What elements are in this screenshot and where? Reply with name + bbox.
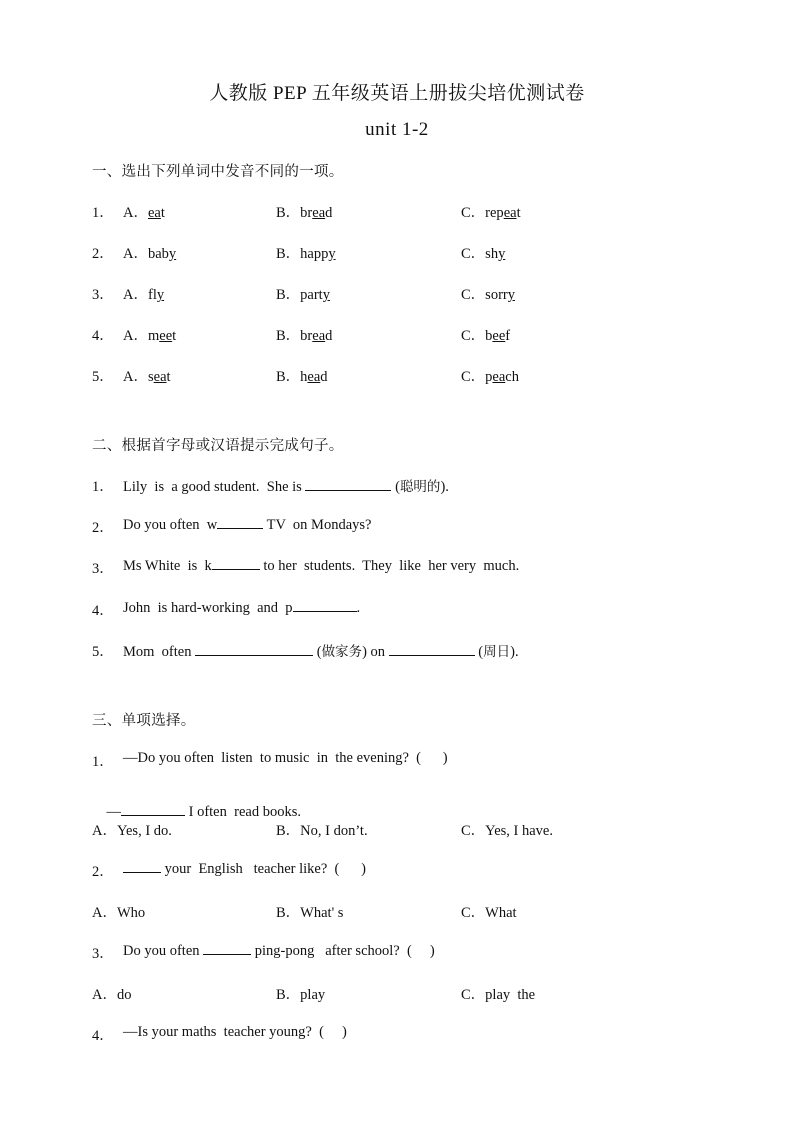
option-text: A． <box>123 246 148 262</box>
option-text: t <box>172 328 177 344</box>
answer-blank[interactable] <box>212 557 260 570</box>
option-text: d <box>325 205 333 221</box>
underlined-letters: ea <box>312 205 326 221</box>
option-b[interactable] <box>276 324 332 345</box>
option-a[interactable]: A．Yes, I do. <box>92 823 172 839</box>
option-text: A． <box>123 287 148 303</box>
option-a[interactable] <box>123 201 165 222</box>
s3-question-2: 2． your English teacher like? ( ) <box>92 861 366 880</box>
underlined-letters: y <box>328 246 336 262</box>
option-c[interactable] <box>461 365 519 386</box>
option-c[interactable] <box>461 324 510 345</box>
option-c[interactable] <box>461 201 521 222</box>
s2-question-5: 5． Mom often (做家务) on (周日). <box>92 644 519 660</box>
option-a[interactable]: A．Who <box>92 905 146 921</box>
option-text: B． <box>276 246 301 262</box>
option-text: m <box>147 328 160 344</box>
option-text: t <box>160 205 165 221</box>
option-text: C． <box>461 287 486 303</box>
option-b[interactable] <box>276 365 328 386</box>
page-subtitle: unit 1-2 <box>365 119 429 140</box>
underlined-letters: ea <box>312 328 326 344</box>
option-text: rep <box>485 205 504 221</box>
option-b[interactable] <box>276 283 330 304</box>
option-a[interactable] <box>123 283 164 304</box>
question-number: 2． <box>92 246 114 262</box>
option-a[interactable] <box>123 365 171 386</box>
option-text: B． <box>276 205 301 221</box>
option-c[interactable]: C．Yes, I have. <box>461 823 553 839</box>
option-a[interactable] <box>123 242 176 263</box>
section3-heading: 三、单项选择。 <box>92 713 196 729</box>
option-text: p <box>485 369 493 385</box>
option-b[interactable] <box>276 201 332 222</box>
underlined-letters: ea <box>503 205 517 221</box>
option-b[interactable]: B．What' s <box>276 905 344 921</box>
option-text: ch <box>505 369 519 385</box>
option-text: happ <box>300 246 329 262</box>
answer-blank[interactable] <box>293 599 357 612</box>
underlined-letters: y <box>322 287 330 303</box>
option-b[interactable]: B．play <box>276 987 326 1003</box>
underlined-letters: ee <box>159 328 173 344</box>
answer-blank[interactable] <box>217 516 263 529</box>
question-number: 1． <box>92 205 114 221</box>
option-text: t <box>166 369 171 385</box>
option-text: part <box>300 287 323 303</box>
answer-blank[interactable] <box>121 803 185 816</box>
s2-question-1: 1． Lily is a good student. She is (聪明的). <box>92 479 449 495</box>
section1-heading: 一、选出下列单词中发音不同的一项。 <box>92 164 344 180</box>
underlined-letters: ea <box>147 205 161 221</box>
option-text: A． <box>123 369 148 385</box>
option-text: B． <box>276 328 301 344</box>
s2-question-2: 2． Do you often w TV on Mondays? <box>92 517 372 536</box>
option-text: h <box>300 369 308 385</box>
option-text: bab <box>147 246 169 262</box>
underlined-letters: ea <box>307 369 321 385</box>
option-text: b <box>485 328 493 344</box>
option-text: A． <box>123 328 148 344</box>
s3-question-4: 4． —Is your maths teacher young? ( ) <box>92 1024 347 1044</box>
page-title: 人教版 PEP 五年级英语上册拔尖培优测试卷 <box>209 83 585 104</box>
s2-question-4: 4． John is hard-working and p . <box>92 600 361 619</box>
option-text: s <box>147 369 154 385</box>
option-text: C． <box>461 328 486 344</box>
underlined-letters: ea <box>492 369 506 385</box>
option-text: C． <box>461 246 486 262</box>
option-b[interactable]: B．No, I don’t. <box>276 823 368 839</box>
underlined-letters: y <box>498 246 506 262</box>
answer-blank[interactable] <box>203 942 251 955</box>
option-c[interactable]: C．What <box>461 905 517 921</box>
section2-heading: 二、根据首字母或汉语提示完成句子。 <box>92 438 344 454</box>
underlined-letters: ea <box>153 369 167 385</box>
option-c[interactable]: C．play the <box>461 987 536 1003</box>
option-text: d <box>325 328 333 344</box>
underlined-letters: y <box>156 287 165 303</box>
s3-question-3: 3． Do you often ping-pong after school? ( ) <box>92 943 435 962</box>
option-text: sh <box>485 246 499 262</box>
underlined-letters: ee <box>492 328 506 344</box>
answer-blank[interactable] <box>195 643 313 656</box>
question-number: 3． <box>92 287 114 303</box>
option-c[interactable] <box>461 283 515 304</box>
option-text: f <box>505 328 511 344</box>
option-text: br <box>300 205 313 221</box>
option-text: sorr <box>485 287 508 303</box>
option-text: C． <box>461 205 486 221</box>
option-text: br <box>300 328 313 344</box>
option-text: t <box>516 205 521 221</box>
answer-blank[interactable] <box>123 860 161 873</box>
option-text: B． <box>276 369 301 385</box>
question-number: 5． <box>92 369 114 385</box>
option-b[interactable] <box>276 242 336 263</box>
underlined-letters: y <box>168 246 177 262</box>
s3-question-1-line2: — I often read books. <box>106 804 301 820</box>
underlined-letters: y <box>507 287 515 303</box>
answer-blank[interactable] <box>305 478 391 491</box>
option-a[interactable]: A．do <box>92 987 132 1003</box>
s2-question-3: 3． Ms White is k to her students. They like her very much. <box>92 558 520 577</box>
option-c[interactable] <box>461 242 505 263</box>
question-number: 4． <box>92 328 114 344</box>
s3-question-1: 1． —Do you often listen to music in the evening? ( ) <box>92 750 448 770</box>
answer-blank[interactable] <box>389 643 475 656</box>
option-text: A． <box>123 205 148 221</box>
option-text: C． <box>461 369 486 385</box>
option-text: B． <box>276 287 301 303</box>
option-text: fl <box>147 287 157 303</box>
option-text: d <box>320 369 328 385</box>
option-a[interactable] <box>123 324 176 345</box>
